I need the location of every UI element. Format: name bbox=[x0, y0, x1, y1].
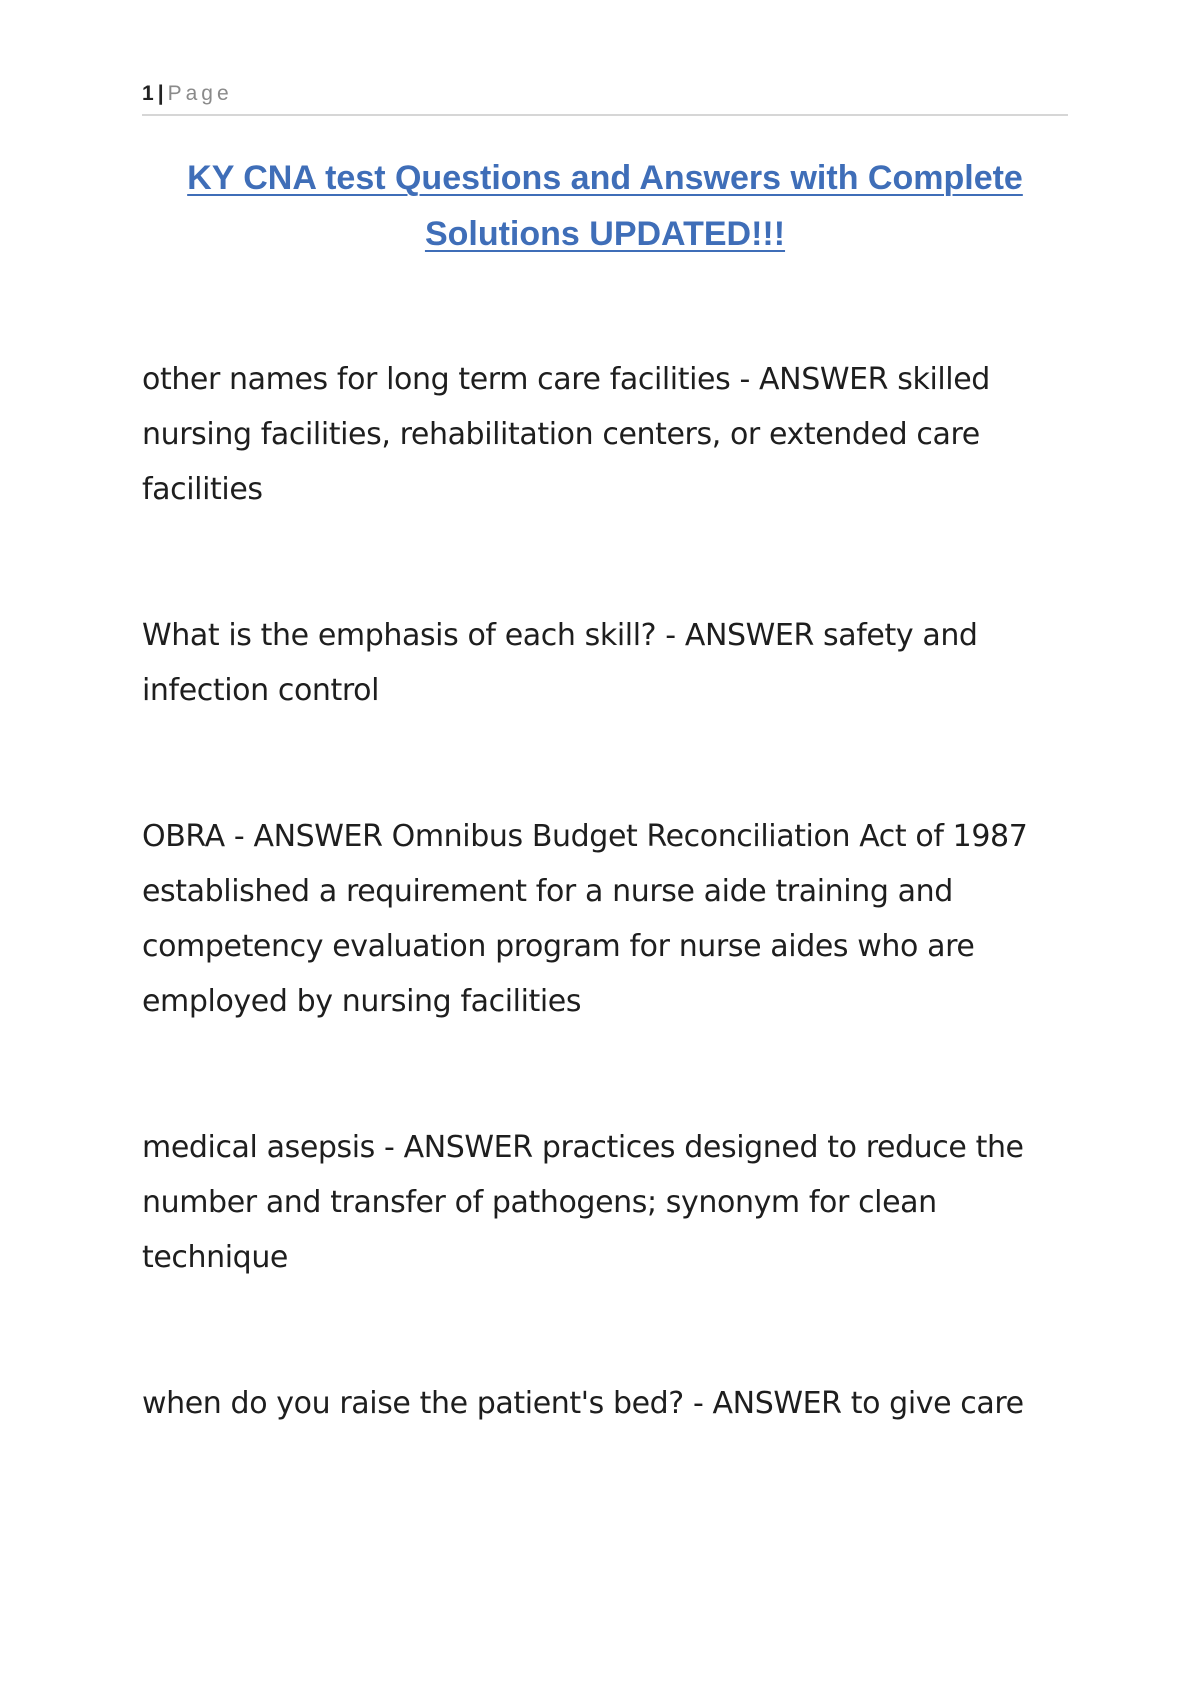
qa-entry-skill-emphasis: What is the emphasis of each skill? - ANSWER safety and infection control bbox=[142, 618, 978, 708]
page-number: 1 bbox=[142, 82, 154, 105]
document-title: KY CNA test Questions and Answers with Complete Solutions UPDATED!!! bbox=[187, 159, 1023, 253]
page-label: Page bbox=[167, 82, 233, 105]
page-separator: | bbox=[157, 82, 164, 105]
qa-entry-raise-bed: when do you raise the patient's bed? - ANSWER to give care bbox=[142, 1386, 1024, 1421]
qa-list bbox=[142, 352, 1068, 1431]
page-header bbox=[142, 80, 1068, 116]
qa-entry-obra: OBRA - ANSWER Omnibus Budget Reconciliation Act of 1987 established a requirement for a nurse aide training and competency evaluation program for nurse aides who are employed by nursing facilities bbox=[142, 819, 1028, 1019]
qa-entry-long-term-care-names: other names for long term care facilities - ANSWER skilled nursing facilities, rehabilitation centers, or extended care facilities bbox=[142, 362, 990, 507]
qa-entry-medical-asepsis: medical asepsis - ANSWER practices designed to reduce the number and transfer of pathogens; synonym for clean technique bbox=[142, 1130, 1024, 1275]
